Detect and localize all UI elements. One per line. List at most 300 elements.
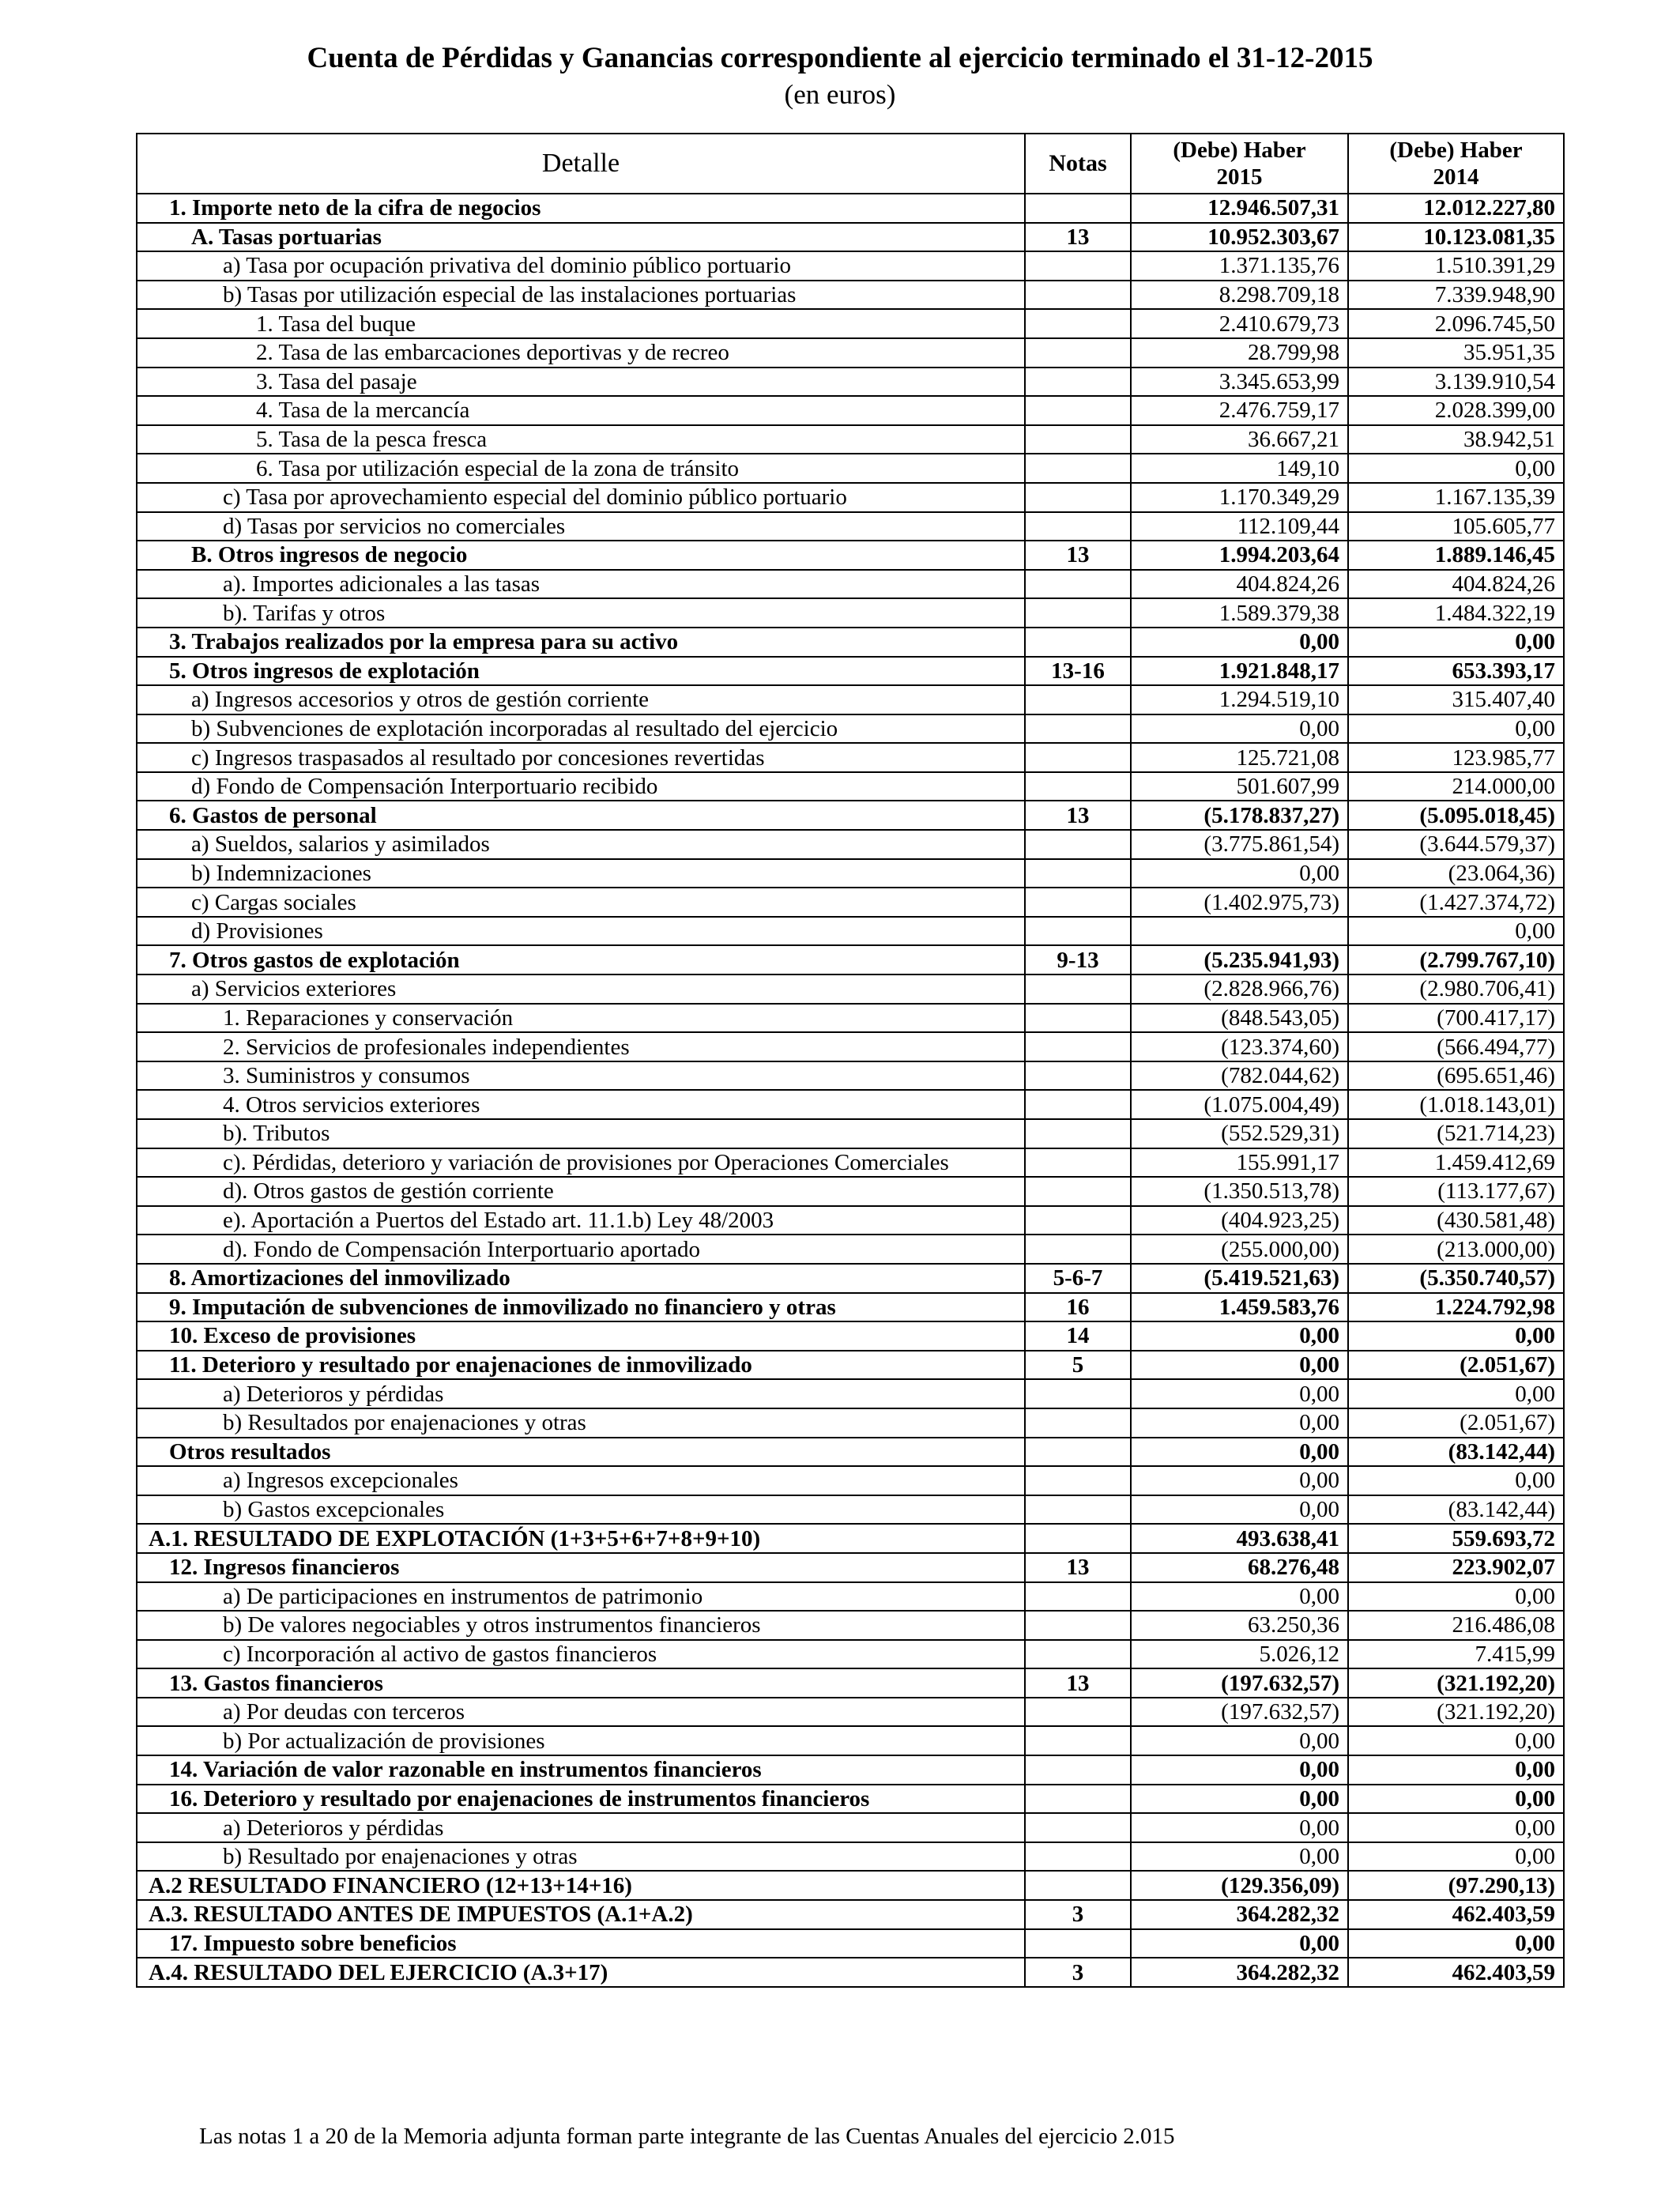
row-notas [1025,251,1131,281]
profit-loss-table [136,133,1565,1988]
row-value-2014: 2.096.745,50 [1348,309,1564,338]
row-notas: 13 [1025,1553,1131,1582]
row-label: a) De participaciones en instrumentos de patrimonio [137,1582,1025,1612]
row-value-2015: 5.026,12 [1131,1640,1348,1669]
column-header-2015 [1131,134,1348,194]
table-row [137,628,1564,657]
row-value-2015: 0,00 [1131,1321,1348,1351]
row-value-2014: 404.824,26 [1348,570,1564,599]
row-label: Otros resultados [137,1438,1025,1467]
row-notas: 16 [1025,1293,1131,1322]
table-row [137,1466,1564,1495]
row-notas [1025,1871,1131,1900]
row-value-2015: 1.294.519,10 [1131,685,1348,714]
row-value-2015: 0,00 [1131,1351,1348,1380]
row-notas [1025,1438,1131,1467]
row-label: a) Sueldos, salarios y asimilados [137,830,1025,859]
row-label: b) Por actualización de provisiones [137,1726,1025,1755]
table-row [137,368,1564,397]
table-row [137,223,1564,252]
row-value-2015: (197.632,57) [1131,1668,1348,1698]
table-row [137,1438,1564,1467]
row-notas [1025,454,1131,483]
row-value-2015: 1.170.349,29 [1131,483,1348,512]
row-value-2014: (700.417,17) [1348,1004,1564,1033]
row-value-2014: 10.123.081,35 [1348,223,1564,252]
row-value-2015: 0,00 [1131,1929,1348,1958]
table-row [137,309,1564,338]
row-value-2014: (521.714,23) [1348,1119,1564,1148]
table-row [137,251,1564,281]
row-label: 5. Otros ingresos de explotación [137,657,1025,686]
row-notas: 9-13 [1025,945,1131,974]
table-row [137,1177,1564,1206]
column-header-2014-line1: (Debe) Haber [1389,138,1523,163]
row-notas: 5-6-7 [1025,1264,1131,1293]
row-label: c) Cargas sociales [137,888,1025,917]
row-notas [1025,1785,1131,1814]
row-value-2015: 0,00 [1131,1495,1348,1525]
row-value-2015: 0,00 [1131,1408,1348,1438]
row-value-2015: 364.282,32 [1131,1900,1348,1929]
row-label: 16. Deterioro y resultado por enajenaciones de instrumentos financieros [137,1785,1025,1814]
table-row [137,541,1564,570]
row-value-2014: 0,00 [1348,1726,1564,1755]
row-value-2014: (2.051,67) [1348,1351,1564,1380]
row-notas [1025,1119,1131,1148]
row-label: a) Por deudas con terceros [137,1698,1025,1727]
footer-note: Las notas 1 a 20 de la Memoria adjunta forman parte integrante de las Cuentas Anuales del ejercicio 2.015 [199,2124,1175,2149]
row-value-2014: 1.889.146,45 [1348,541,1564,570]
table-row [137,1321,1564,1351]
row-value-2014: (695.651,46) [1348,1061,1564,1091]
row-label: b). Tarifas y otros [137,598,1025,628]
row-value-2015: (123.374,60) [1131,1032,1348,1061]
table-row [137,1958,1564,1987]
row-notas [1025,888,1131,917]
table-row [137,917,1564,946]
row-notas [1025,685,1131,714]
row-value-2015: 0,00 [1131,1466,1348,1495]
row-value-2015: (404.923,25) [1131,1206,1348,1235]
row-label: A. Tasas portuarias [137,223,1025,252]
row-value-2015: (848.543,05) [1131,1004,1348,1033]
row-label: c) Tasa por aprovechamiento especial del dominio público portuario [137,483,1025,512]
row-value-2015: (5.419.521,63) [1131,1264,1348,1293]
table-row [137,483,1564,512]
row-label: 2. Servicios de profesionales independientes [137,1032,1025,1061]
row-value-2014: (5.095.018,45) [1348,801,1564,830]
row-label: 9. Imputación de subvenciones de inmovilizado no financiero y otras [137,1293,1025,1322]
row-label: a) Deterioros y pérdidas [137,1813,1025,1842]
row-value-2014: 0,00 [1348,1379,1564,1408]
row-notas [1025,1379,1131,1408]
row-notas [1025,1611,1131,1640]
row-value-2015: 8.298.709,18 [1131,281,1348,310]
row-value-2014: 0,00 [1348,1321,1564,1351]
row-value-2014: 216.486,08 [1348,1611,1564,1640]
table-row [137,338,1564,368]
table-row [137,512,1564,541]
row-value-2015: 2.410.679,73 [1131,309,1348,338]
table-row [137,743,1564,772]
row-notas [1025,338,1131,368]
row-value-2015: 0,00 [1131,1785,1348,1814]
row-value-2014: 0,00 [1348,1785,1564,1814]
row-value-2014: 0,00 [1348,1842,1564,1872]
row-notas [1025,425,1131,454]
row-value-2015: 1.459.583,76 [1131,1293,1348,1322]
table-row [137,1264,1564,1293]
row-label: b) Resultados por enajenaciones y otras [137,1408,1025,1438]
row-notas: 3 [1025,1958,1131,1987]
row-label: A.2 RESULTADO FINANCIERO (12+13+14+16) [137,1871,1025,1900]
row-value-2014: 214.000,00 [1348,772,1564,801]
row-notas [1025,743,1131,772]
row-notas: 13 [1025,223,1131,252]
row-label: 7. Otros gastos de explotación [137,945,1025,974]
table-row [137,425,1564,454]
row-notas [1025,1524,1131,1553]
row-notas [1025,281,1131,310]
row-value-2015: 493.638,41 [1131,1524,1348,1553]
row-notas [1025,598,1131,628]
table-row [137,1900,1564,1929]
table-row [137,974,1564,1004]
row-notas [1025,1929,1131,1958]
table-row [137,1061,1564,1091]
row-value-2015: 0,00 [1131,1379,1348,1408]
row-value-2014: (430.581,48) [1348,1206,1564,1235]
row-value-2014: 35.951,35 [1348,338,1564,368]
row-value-2015: (5.235.941,93) [1131,945,1348,974]
row-value-2014: 653.393,17 [1348,657,1564,686]
row-value-2014: 0,00 [1348,1755,1564,1785]
row-label: b) De valores negociables y otros instrumentos financieros [137,1611,1025,1640]
row-value-2014: 123.985,77 [1348,743,1564,772]
table-row [137,1726,1564,1755]
row-notas [1025,1466,1131,1495]
row-value-2014: (2.051,67) [1348,1408,1564,1438]
table-row [137,1785,1564,1814]
row-value-2014: 223.902,07 [1348,1553,1564,1582]
row-value-2014: 3.139.910,54 [1348,368,1564,397]
row-label: 17. Impuesto sobre beneficios [137,1929,1025,1958]
row-value-2015 [1131,917,1348,946]
row-label: 3. Trabajos realizados por la empresa para su activo [137,628,1025,657]
row-notas [1025,1090,1131,1119]
row-value-2014: 1.510.391,29 [1348,251,1564,281]
table-row [137,1379,1564,1408]
row-notas [1025,1698,1131,1727]
row-value-2014: (3.644.579,37) [1348,830,1564,859]
row-value-2015: (255.000,00) [1131,1235,1348,1264]
row-value-2015: (197.632,57) [1131,1698,1348,1727]
row-value-2015: (552.529,31) [1131,1119,1348,1148]
table-row [137,772,1564,801]
row-value-2015: (1.075.004,49) [1131,1090,1348,1119]
row-value-2014: (321.192,20) [1348,1698,1564,1727]
column-header-2015-line1: (Debe) Haber [1173,138,1306,163]
row-value-2015: 155.991,17 [1131,1148,1348,1178]
row-label: a) Servicios exteriores [137,974,1025,1004]
table-header-row [137,134,1564,194]
table-row [137,1755,1564,1785]
table-row [137,1842,1564,1872]
row-notas [1025,570,1131,599]
row-value-2014: 38.942,51 [1348,425,1564,454]
row-notas: 13-16 [1025,657,1131,686]
row-value-2014: 7.415,99 [1348,1640,1564,1669]
row-value-2014: 0,00 [1348,454,1564,483]
table-row [137,1698,1564,1727]
row-value-2014: (97.290,13) [1348,1871,1564,1900]
row-value-2014: 0,00 [1348,917,1564,946]
table-row [137,714,1564,744]
row-value-2014: (1.427.374,72) [1348,888,1564,917]
row-notas [1025,1004,1131,1033]
row-value-2014: 0,00 [1348,1813,1564,1842]
table-row [137,888,1564,917]
row-label: 13. Gastos financieros [137,1668,1025,1698]
row-value-2014: 105.605,77 [1348,512,1564,541]
row-value-2014: (83.142,44) [1348,1438,1564,1467]
table-row [137,396,1564,425]
row-label: b) Resultado por enajenaciones y otras [137,1842,1025,1872]
row-notas: 13 [1025,1668,1131,1698]
row-notas [1025,512,1131,541]
table-row [137,1582,1564,1612]
row-value-2015: 125.721,08 [1131,743,1348,772]
row-notas [1025,1177,1131,1206]
row-notas [1025,396,1131,425]
row-label: B. Otros ingresos de negocio [137,541,1025,570]
row-notas [1025,368,1131,397]
row-value-2014: (23.064,36) [1348,859,1564,888]
row-value-2015: 1.994.203,64 [1131,541,1348,570]
row-label: 1. Tasa del buque [137,309,1025,338]
row-notas [1025,1495,1131,1525]
row-value-2015: 501.607,99 [1131,772,1348,801]
row-label: a) Tasa por ocupación privativa del dominio público portuario [137,251,1025,281]
row-value-2015: (5.178.837,27) [1131,801,1348,830]
row-value-2014: 0,00 [1348,714,1564,744]
row-notas [1025,772,1131,801]
row-notas [1025,1842,1131,1872]
row-value-2015: (129.356,09) [1131,1871,1348,1900]
row-value-2014: 1.167.135,39 [1348,483,1564,512]
row-notas: 14 [1025,1321,1131,1351]
row-label: c). Pérdidas, deterioro y variación de provisiones por Operaciones Comerciales [137,1148,1025,1178]
row-label: A.4. RESULTADO DEL EJERCICIO (A.3+17) [137,1958,1025,1987]
row-value-2015: 68.276,48 [1131,1553,1348,1582]
table-row [137,1206,1564,1235]
row-notas: 3 [1025,1900,1131,1929]
table-row [137,1293,1564,1322]
row-label: 3. Suministros y consumos [137,1061,1025,1091]
table-row [137,945,1564,974]
row-notas: 13 [1025,541,1131,570]
row-notas [1025,714,1131,744]
column-header-detalle: Detalle [137,134,1025,194]
row-value-2014: (1.018.143,01) [1348,1090,1564,1119]
table-row [137,1148,1564,1178]
row-value-2015: 10.952.303,67 [1131,223,1348,252]
row-label: 8. Amortizaciones del inmovilizado [137,1264,1025,1293]
table-row [137,1004,1564,1033]
row-value-2014: 2.028.399,00 [1348,396,1564,425]
row-label: a) Deterioros y pérdidas [137,1379,1025,1408]
table-row [137,1640,1564,1669]
row-label: 5. Tasa de la pesca fresca [137,425,1025,454]
row-notas [1025,1032,1131,1061]
row-notas [1025,1813,1131,1842]
row-value-2015: 1.921.848,17 [1131,657,1348,686]
table-row [137,1871,1564,1900]
row-label: b). Tributos [137,1119,1025,1148]
row-value-2014: (5.350.740,57) [1348,1264,1564,1293]
row-value-2014: 1.224.792,98 [1348,1293,1564,1322]
row-notas [1025,830,1131,859]
row-label: A.1. RESULTADO DE EXPLOTACIÓN (1+3+5+6+7+8+9+10) [137,1524,1025,1553]
table-row [137,1813,1564,1842]
row-notas [1025,974,1131,1004]
row-label: 12. Ingresos financieros [137,1553,1025,1582]
table-row [137,1611,1564,1640]
row-value-2015: 0,00 [1131,714,1348,744]
table-row [137,657,1564,686]
table-row [137,194,1564,223]
row-value-2015: (782.044,62) [1131,1061,1348,1091]
row-notas [1025,859,1131,888]
table-row [137,1524,1564,1553]
row-label: 1. Importe neto de la cifra de negocios [137,194,1025,223]
row-value-2015: 149,10 [1131,454,1348,483]
table-row [137,1668,1564,1698]
row-label: 1. Reparaciones y conservación [137,1004,1025,1033]
row-value-2014: 12.012.227,80 [1348,194,1564,223]
row-value-2015: (2.828.966,76) [1131,974,1348,1004]
row-value-2015: 404.824,26 [1131,570,1348,599]
row-value-2014: 462.403,59 [1348,1958,1564,1987]
row-value-2015: 0,00 [1131,1726,1348,1755]
table-row [137,1351,1564,1380]
row-notas [1025,1726,1131,1755]
table-row [137,1090,1564,1119]
row-value-2014: (83.142,44) [1348,1495,1564,1525]
row-label: d) Provisiones [137,917,1025,946]
table-row [137,1553,1564,1582]
row-value-2015: 112.109,44 [1131,512,1348,541]
row-label: 3. Tasa del pasaje [137,368,1025,397]
row-notas [1025,1408,1131,1438]
row-value-2014: 0,00 [1348,1929,1564,1958]
row-notas [1025,1235,1131,1264]
row-value-2015: 0,00 [1131,1755,1348,1785]
row-notas [1025,1640,1131,1669]
row-value-2014: 462.403,59 [1348,1900,1564,1929]
row-label: d). Fondo de Compensación Interportuario aportado [137,1235,1025,1264]
row-value-2015: 0,00 [1131,1582,1348,1612]
row-value-2015: (1.402.975,73) [1131,888,1348,917]
row-value-2014: (113.177,67) [1348,1177,1564,1206]
table-row [137,1408,1564,1438]
row-value-2015: 364.282,32 [1131,1958,1348,1987]
row-notas [1025,1206,1131,1235]
row-value-2015: 1.371.135,76 [1131,251,1348,281]
row-label: e). Aportación a Puertos del Estado art. 11.1.b) Ley 48/2003 [137,1206,1025,1235]
table-row [137,801,1564,830]
table-row [137,1032,1564,1061]
table-body [137,194,1564,1987]
row-label: 10. Exceso de provisiones [137,1321,1025,1351]
row-value-2014: 0,00 [1348,1466,1564,1495]
row-value-2014: 0,00 [1348,1582,1564,1612]
row-value-2015: (1.350.513,78) [1131,1177,1348,1206]
row-value-2014: 0,00 [1348,628,1564,657]
row-value-2015: 36.667,21 [1131,425,1348,454]
row-label: A.3. RESULTADO ANTES DE IMPUESTOS (A.1+A.2) [137,1900,1025,1929]
row-label: b) Subvenciones de explotación incorporadas al resultado del ejercicio [137,714,1025,744]
row-value-2015: (3.775.861,54) [1131,830,1348,859]
row-value-2015: 0,00 [1131,628,1348,657]
table-row [137,1929,1564,1958]
row-value-2014: 559.693,72 [1348,1524,1564,1553]
row-notas: 13 [1025,801,1131,830]
table-row [137,598,1564,628]
row-label: 11. Deterioro y resultado por enajenaciones de inmovilizado [137,1351,1025,1380]
row-label: a) Ingresos accesorios y otros de gestión corriente [137,685,1025,714]
table-row [137,1119,1564,1148]
row-label: b) Tasas por utilización especial de las instalaciones portuarias [137,281,1025,310]
row-notas [1025,1755,1131,1785]
table-row [137,454,1564,483]
row-notas [1025,483,1131,512]
row-value-2014: (213.000,00) [1348,1235,1564,1264]
table-row [137,570,1564,599]
row-value-2015: 0,00 [1131,1842,1348,1872]
row-value-2014: 1.459.412,69 [1348,1148,1564,1178]
row-value-2014: (2.799.767,10) [1348,945,1564,974]
row-label: d). Otros gastos de gestión corriente [137,1177,1025,1206]
row-label: b) Indemnizaciones [137,859,1025,888]
row-value-2014: 315.407,40 [1348,685,1564,714]
row-label: 14. Variación de valor razonable en instrumentos financieros [137,1755,1025,1785]
row-label: 2. Tasa de las embarcaciones deportivas y de recreo [137,338,1025,368]
row-label: c) Incorporación al activo de gastos financieros [137,1640,1025,1669]
table-row [137,830,1564,859]
row-value-2015: 0,00 [1131,1438,1348,1467]
row-value-2015: 12.946.507,31 [1131,194,1348,223]
row-notas [1025,1582,1131,1612]
row-notas [1025,1148,1131,1178]
table-row [137,281,1564,310]
column-header-2015-line2: 2015 [1216,164,1263,190]
row-value-2014: (321.192,20) [1348,1668,1564,1698]
row-value-2015: 0,00 [1131,859,1348,888]
document-subtitle: (en euros) [784,79,896,110]
table-row [137,1235,1564,1264]
row-label: 6. Tasa por utilización especial de la zona de tránsito [137,454,1025,483]
row-label: 4. Tasa de la mercancía [137,396,1025,425]
row-value-2015: 28.799,98 [1131,338,1348,368]
column-header-2014 [1348,134,1564,194]
row-value-2015: 3.345.653,99 [1131,368,1348,397]
row-label: a). Importes adicionales a las tasas [137,570,1025,599]
column-header-2014-line2: 2014 [1433,164,1479,190]
row-value-2014: (566.494,77) [1348,1032,1564,1061]
table-row [137,1495,1564,1525]
